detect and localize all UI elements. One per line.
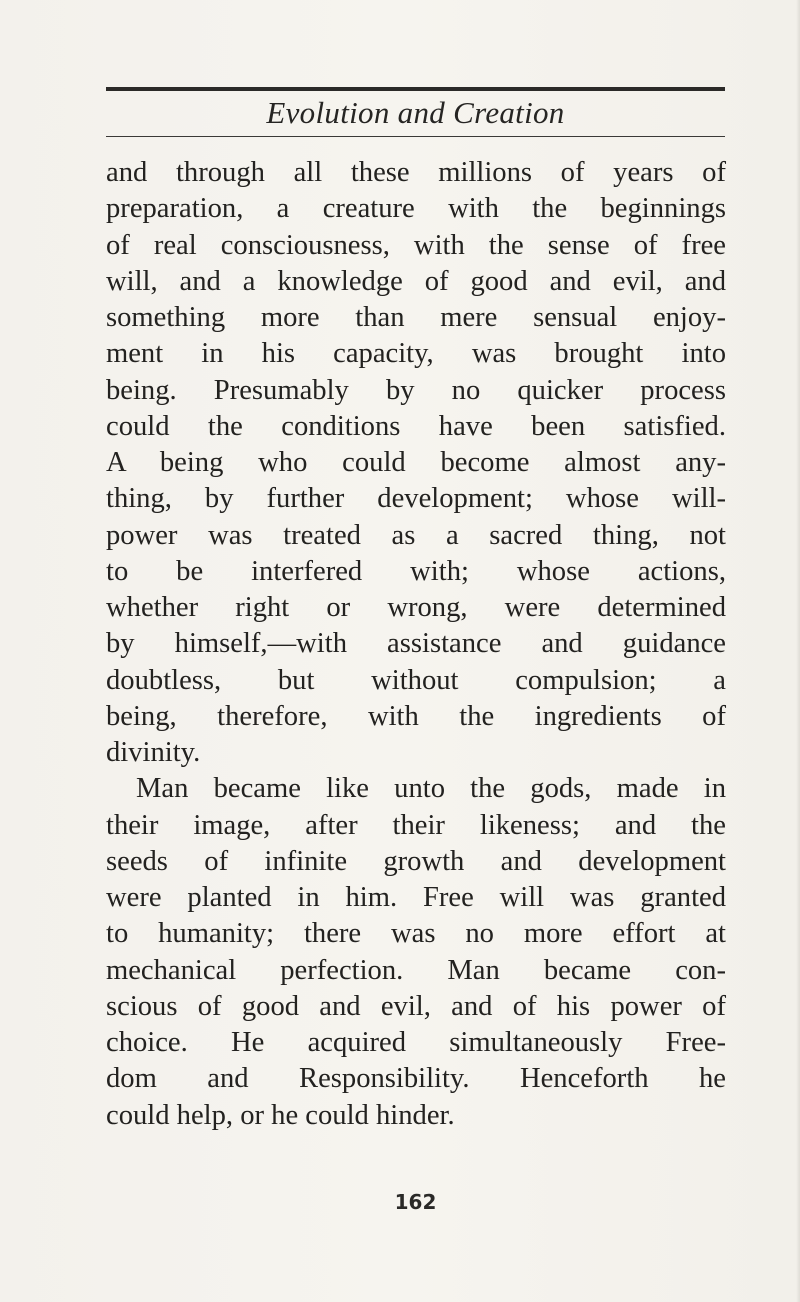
text-line: and through all these millions of years of (106, 157, 726, 188)
text-line: power was treated as a sacred thing, not (106, 519, 726, 551)
page-edge-shadow (796, 0, 800, 1302)
text-line: could the conditions have been satisfied. (106, 410, 726, 442)
text-line: divinity. (106, 737, 201, 768)
text-line: seeds of infinite growth and development (106, 845, 726, 877)
text-line: whether right or wrong, were determined (106, 592, 726, 623)
text-line: something more than mere sensual enjoy- (106, 302, 726, 333)
text-line: by himself,—with assistance and guidance (106, 628, 726, 660)
text-line: dom and Responsibility. Henceforth he (106, 1063, 726, 1095)
text-line: will, and a knowledge of good and evil, and (106, 265, 726, 297)
text-line: could help, or he could hinder. (106, 1099, 455, 1131)
body-text (106, 155, 726, 1134)
text-line: to humanity; there was no more effort at (106, 918, 726, 950)
header-rule (106, 136, 725, 137)
page-number: 162 (394, 1190, 437, 1214)
text-line: preparation, a creature with the beginnings (106, 193, 726, 225)
text-line: Man became like unto the gods, made in (136, 773, 726, 805)
text-line: scious of good and evil, and of his power of (106, 990, 726, 1022)
text-line: thing, by further development; whose will- (106, 483, 726, 515)
text-line: being. Presumably by no quicker process (106, 374, 726, 406)
running-head: Evolution and Creation (266, 95, 565, 130)
text-line: ment in his capacity, was brought into (106, 338, 726, 370)
text-line: A being who could become almost any- (106, 447, 726, 478)
text-line: of real consciousness, with the sense of free (106, 229, 726, 261)
text-line: to be interfered with; whose actions, (106, 555, 726, 587)
text-line: being, therefore, with the ingredients of (106, 700, 726, 732)
text-line: their image, after their likeness; and the (106, 809, 726, 841)
text-line: were planted in him. Free will was granted (106, 882, 726, 913)
text-line: choice. He acquired simultaneously Free- (106, 1027, 726, 1058)
text-line: doubtless, but without compulsion; a (106, 664, 726, 696)
text-line: mechanical perfection. Man became con- (106, 954, 726, 986)
